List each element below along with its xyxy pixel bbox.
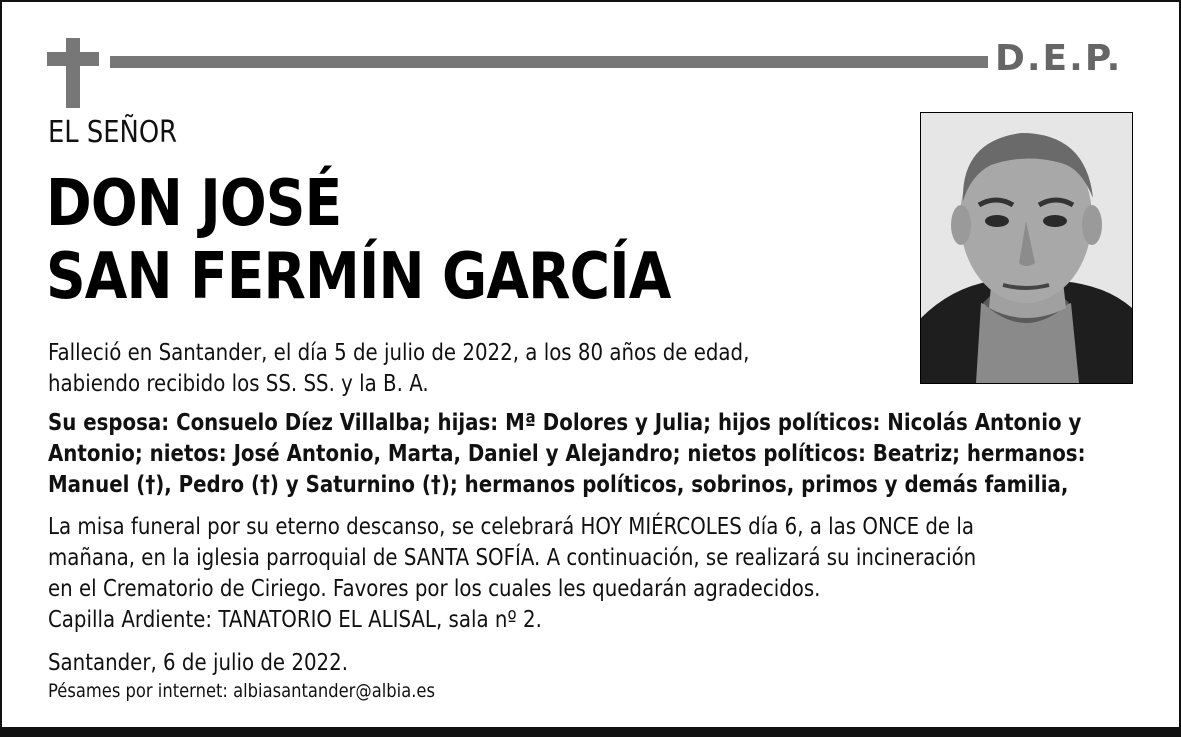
bottom-border [0, 727, 1181, 737]
deceased-name-line2: SAN FERMÍN GARCÍA [46, 240, 671, 314]
condolences-email: Pésames por internet: albiasantander@albia.es [48, 680, 435, 702]
family-line2: Antonio; nietos: José Antonio, Marta, Daniel y Alejandro; nietos políticos: Beatriz; hermanos: [48, 441, 1086, 467]
place-date: Santander, 6 de julio de 2022. [48, 650, 349, 676]
portrait-photo [920, 112, 1133, 384]
death-notice-line1: Falleció en Santander, el día 5 de julio de 2022, a los 80 años de edad, [48, 340, 750, 366]
header-rule [110, 56, 988, 68]
funeral-line4: Capilla Ardiente: TANATORIO EL ALISAL, sala nº 2. [48, 607, 542, 633]
portrait-image [921, 113, 1132, 383]
family-line1: Su esposa: Consuelo Díez Villalba; hijas: Mª Dolores y Julia; hijos políticos: Nicolás Antonio y [48, 410, 1082, 436]
dep-label: D.E.P. [995, 38, 1123, 79]
funeral-line1: La misa funeral por su eterno descanso, se celebrará HOY MIÉRCOLES día 6, a las ONCE de la [48, 514, 974, 540]
funeral-details [48, 512, 976, 636]
death-notice-line2: habiendo recibido los SS. SS. y la B. A. [48, 371, 429, 397]
honorific: EL SEÑOR [48, 115, 178, 150]
funeral-line2: mañana, en la iglesia parroquial de SANTA SOFÍA. A continuación, se realizará su incineración [48, 545, 977, 571]
cross-icon [66, 38, 80, 108]
death-notice [48, 338, 749, 400]
funeral-line3: en el Crematorio de Ciriego. Favores por los cuales les quedarán agradecidos. [48, 576, 821, 602]
cross-icon-bar [47, 52, 99, 66]
family-line3: Manuel (†), Pedro (†) y Saturnino (†); hermanos políticos, sobrinos, primos y demás familia, [48, 472, 1069, 498]
family-list [48, 408, 1085, 501]
deceased-name-line1: DON JOSÉ [46, 167, 342, 241]
